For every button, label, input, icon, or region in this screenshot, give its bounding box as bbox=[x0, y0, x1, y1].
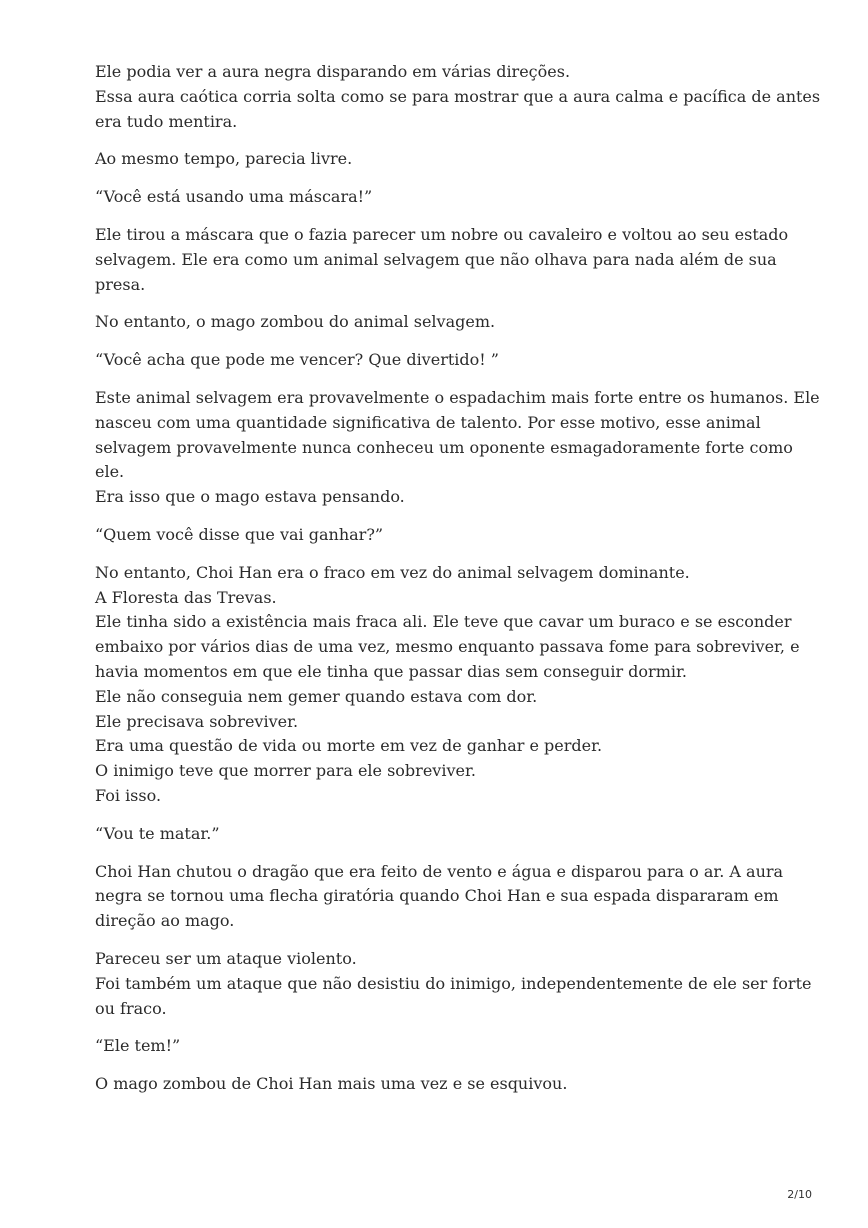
text-line: Ele tirou a máscara que o fazia parecer um nobre ou cavaleiro e voltou ao seu estado bbox=[95, 224, 789, 244]
text-line: embaixo por vários dias de uma vez, mesmo enquanto passava fome para sobreviver, e bbox=[95, 637, 800, 657]
paragraph bbox=[95, 185, 795, 210]
text-line: Foi isso. bbox=[95, 785, 162, 805]
text-line: Este animal selvagem era provavelmente o espadachim mais forte entre os humanos. Ele bbox=[95, 387, 820, 407]
text-line: No entanto, Choi Han era o fraco em vez do animal selvagem dominante. bbox=[95, 562, 690, 582]
text-line: O inimigo teve que morrer para ele sobreviver. bbox=[95, 761, 476, 781]
paragraph bbox=[95, 147, 795, 172]
text-line: Ele podia ver a aura negra disparando em várias direções. bbox=[95, 62, 571, 81]
text-line: era tudo mentira. bbox=[95, 111, 238, 131]
text-line: O mago zombou de Choi Han mais uma vez e se esquivou. bbox=[95, 1074, 568, 1094]
text-line: selvagem. Ele era como um animal selvagem que não olhava para nada além de sua bbox=[95, 249, 777, 269]
text-line: “Vou te matar.” bbox=[95, 823, 220, 843]
text-line: No entanto, o mago zombou do animal selvagem. bbox=[95, 312, 496, 332]
document-body bbox=[95, 60, 821, 1110]
text-line: presa. bbox=[95, 274, 146, 294]
text-line: Ele não conseguia nem gemer quando estava com dor. bbox=[95, 686, 538, 706]
paragraph bbox=[95, 947, 812, 1021]
text-line: ou fraco. bbox=[95, 998, 167, 1018]
page-number: 2/10 bbox=[787, 1188, 812, 1201]
text-line: “Quem você disse que vai ganhar?” bbox=[95, 524, 384, 544]
paragraph bbox=[95, 523, 795, 548]
paragraph bbox=[95, 386, 820, 510]
text-line: “Ele tem!” bbox=[95, 1036, 181, 1056]
text-line: Ao mesmo tempo, parecia livre. bbox=[95, 149, 353, 169]
text-line: Foi também um ataque que não desistiu do inimigo, independentemente de ele ser forte bbox=[95, 973, 812, 993]
paragraph bbox=[95, 1072, 795, 1097]
paragraph bbox=[95, 860, 795, 934]
text-line: Choi Han chutou o dragão que era feito de vento e água e disparou para o ar. A aura bbox=[95, 861, 784, 881]
text-line: direção ao mago. bbox=[95, 911, 235, 931]
text-line: ele. bbox=[95, 462, 125, 482]
text-line: Era isso que o mago estava pensando. bbox=[95, 487, 405, 507]
text-line: A Floresta das Trevas. bbox=[95, 587, 277, 607]
paragraph bbox=[95, 1034, 795, 1059]
text-line: selvagem provavelmente nunca conheceu um oponente esmagadoramente forte como bbox=[95, 437, 793, 457]
paragraph bbox=[95, 223, 795, 297]
text-line: Ele tinha sido a existência mais fraca ali. Ele teve que cavar um buraco e se esconder bbox=[95, 612, 792, 632]
paragraph bbox=[95, 310, 795, 335]
paragraph bbox=[95, 822, 795, 847]
text-line: “Você está usando uma máscara!” bbox=[95, 187, 373, 207]
paragraph bbox=[95, 561, 800, 809]
text-line: Era uma questão de vida ou morte em vez de ganhar e perder. bbox=[95, 736, 603, 756]
text-line: negra se tornou uma flecha giratória quando Choi Han e sua espada dispararam em bbox=[95, 886, 779, 906]
text-line: “Você acha que pode me vencer? Que divertido! ” bbox=[95, 350, 499, 370]
text-line: nasceu com uma quantidade significativa de talento. Por esse motivo, esse animal bbox=[95, 412, 761, 432]
text-line: Pareceu ser um ataque violento. bbox=[95, 948, 357, 968]
paragraph bbox=[95, 348, 795, 373]
text-line: Essa aura caótica corria solta como se para mostrar que a aura calma e pacífica de antes bbox=[95, 86, 821, 106]
text-line: Ele precisava sobreviver. bbox=[95, 711, 299, 731]
paragraph bbox=[95, 60, 821, 134]
text-line: havia momentos em que ele tinha que passar dias sem conseguir dormir. bbox=[95, 661, 687, 681]
